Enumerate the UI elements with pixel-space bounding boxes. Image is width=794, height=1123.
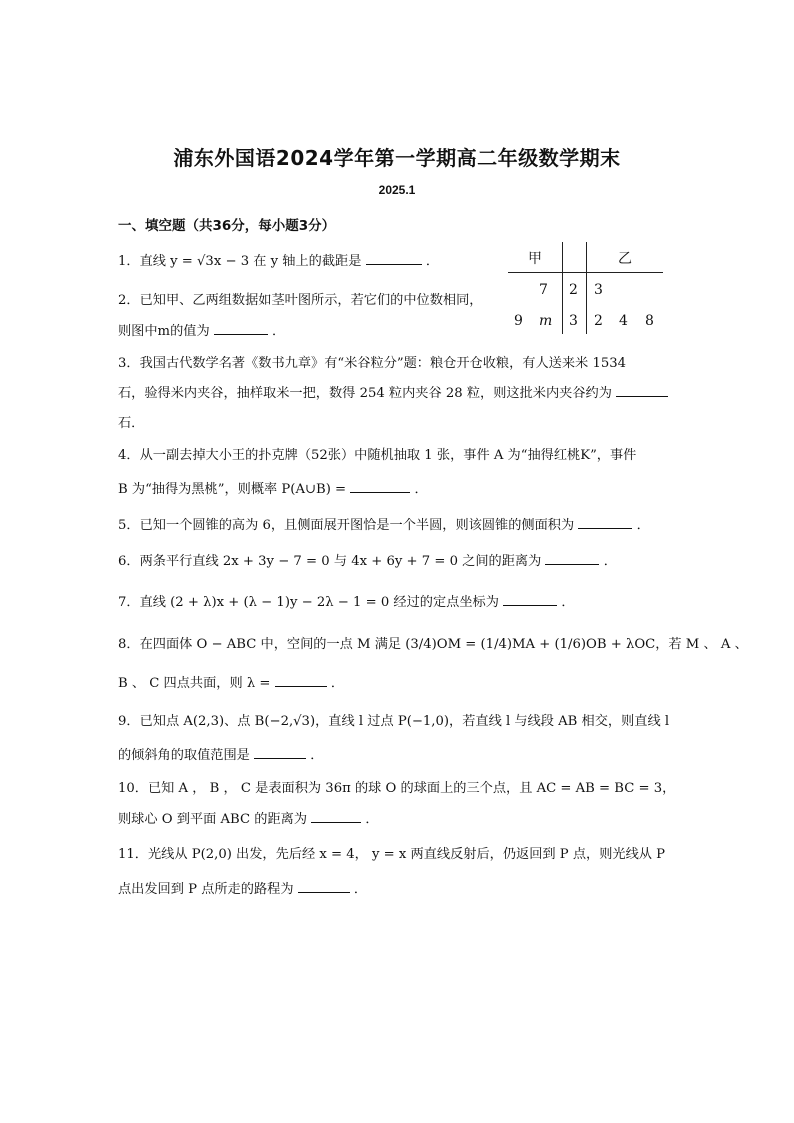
leaf-left: 9 (514, 313, 523, 329)
plot-divider (586, 242, 587, 334)
question-8-cont: B 、 C 四点共面，则 λ = ． (118, 676, 345, 691)
answer-blank (350, 480, 410, 493)
answer-blank (545, 552, 599, 565)
plot-divider (562, 242, 563, 334)
question-5: 5．已知一个圆锥的高为 6，且侧面展开图恰是一个半圆，则该圆锥的侧面积为 ． (118, 518, 650, 533)
answer-blank (503, 593, 557, 606)
answer-blank (298, 880, 350, 893)
leaf-left: m (539, 313, 553, 329)
answer-blank (254, 746, 306, 759)
answer-blank (616, 384, 668, 397)
header-jia: 甲 (528, 251, 542, 267)
exam-title: 浦东外国语2024学年第一学期高二年级数学期末 (173, 146, 621, 170)
leaf-right: 3 (594, 282, 603, 298)
question-9: 9．已知点 A(2,3)、点 B(−2,√3)，直线 l 过点 P(−1,0)，若直线 l 与线段 AB 相交，则直线 l (118, 714, 670, 729)
answer-blank (578, 516, 632, 529)
header-yi: 乙 (618, 251, 632, 267)
leaf-right: 4 (619, 313, 628, 329)
question-11: 11．光线从 P(2,0) 出发，先后经 x = 4， y = x 两直线反射后，仍返回到 P 点，则光线从 P (118, 847, 666, 862)
exam-date: 2025.1 (378, 183, 416, 197)
question-3-cont: 石，验得米内夹谷，抽样取米一把，数得 254 粒内夹谷 28 粒，则这批米内夹谷约为 (118, 382, 668, 401)
section-heading: 一、填空题（共36分，每小题3分） (118, 218, 336, 234)
leaf-left: 7 (539, 282, 548, 298)
question-2-cont: 则图中m的值为 ． (118, 324, 286, 339)
answer-blank (366, 252, 422, 265)
question-10: 10．已知 A ， B ， C 是表面积为 36π 的球 O 的球面上的三个点，且 AC = AB = BC = 3， (118, 781, 676, 796)
stem: 3 (569, 313, 578, 329)
question-3-end: 石． (118, 416, 145, 431)
question-4-cont: B 为“抽得为黑桃”，则概率 P(A∪B) = ． (118, 482, 428, 497)
question-8: 8．在四面体 O − ABC 中，空间的一点 M 满足 (3/4)OM = (1/4)MA + (1/6)OB + λOC，若 M 、 A 、 (118, 637, 748, 652)
answer-blank (275, 674, 327, 687)
question-1: 1．直线 y = √3x − 3 在 y 轴上的截距是 ． (118, 254, 440, 269)
leaf-right: 2 (594, 313, 603, 329)
question-6: 6．两条平行直线 2x + 3y − 7 = 0 与 4x + 6y + 7 = 0 之间的距离为 ． (118, 554, 617, 569)
question-3: 3．我国古代数学名著《数书九章》有“米谷粒分”题：粮仓开仓收粮，有人送来米 1534 (118, 356, 626, 371)
question-9-cont: 的倾斜角的取值范围是 ． (118, 748, 324, 763)
stem-leaf-plot (506, 240, 666, 336)
question-7: 7．直线 (2 + λ)x + (λ − 1)y − 2λ − 1 = 0 经过的定点坐标为 ． (118, 595, 575, 610)
question-4: 4．从一副去掉大小王的扑克牌（52张）中随机抽取 1 张，事件 A 为“抽得红桃K”，事件 (118, 448, 637, 463)
answer-blank (311, 810, 361, 823)
answer-blank (214, 322, 268, 335)
question-10-cont: 则球心 O 到平面 ABC 的距离为 ． (118, 812, 379, 827)
stem: 2 (569, 282, 578, 298)
leaf-right: 8 (645, 313, 654, 329)
question-2: 2．已知甲、乙两组数据如茎叶图所示，若它们的中位数相同， (118, 293, 483, 308)
question-11-cont: 点出发回到 P 点所走的路程为 ． (118, 882, 368, 897)
